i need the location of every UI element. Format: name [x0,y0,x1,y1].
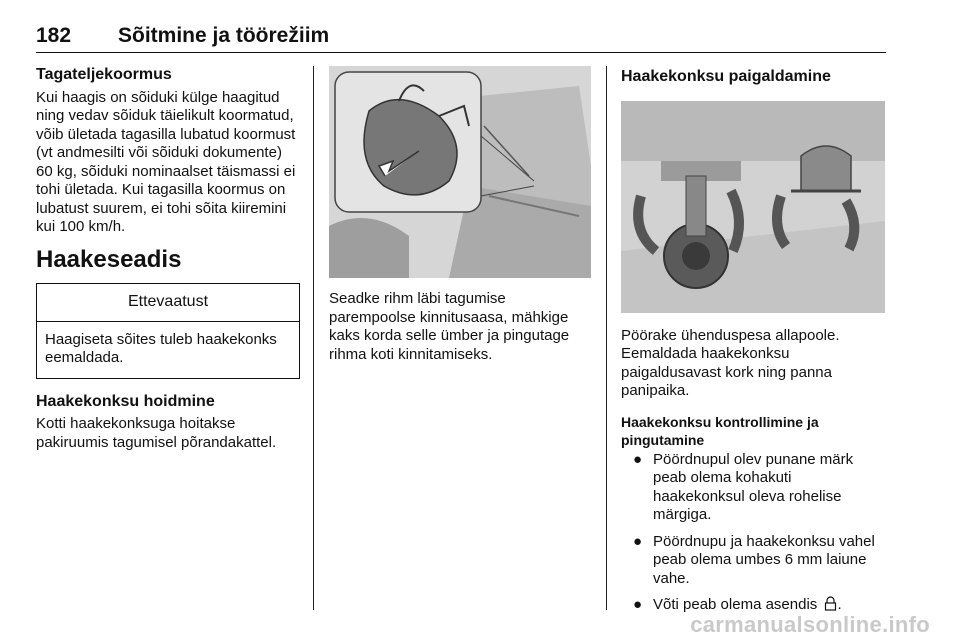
page-header [36,22,886,53]
bullet-text: Pöördnupul olev punane märk peab olema kohakuti haakekonksul oleva rohelise märgiga. [653,450,854,523]
caution-box [36,283,300,379]
hitch-storage-text: Kotti haakekonksuga hoitakse pakiruumis tagumisel põrandakattel. [36,415,277,451]
watermark: carmanualsonline.info [690,612,930,637]
trunk-bag-illustration [329,66,591,278]
bullet-text: Pöördnupu ja haakekonksu vahel peab olema umbes 6 mm laiune vahe. [653,532,875,587]
caution-title: Ettevaatust [37,284,299,322]
caution-text: Haagiseta sõites tuleb haakekonks eemaldada. [45,330,277,366]
strap-caption: Seadke rihm läbi tagumise parempoolse kinnitusaasa, mähkige kaks korda selle ümber ja pingutage rihma koti kinnitamiseks. [329,290,570,363]
bullet-icon: ● [633,596,643,613]
section-heading-rear-axle-load: Tagateljekoormus [36,66,172,83]
list-item: ● Võti peab olema asendis . [633,596,842,613]
column-right [621,64,887,615]
section-heading-hitch-install: Haakekonksu paigaldamine [621,68,831,85]
column-divider-2 [606,66,607,610]
hitch-socket-drawing [621,101,885,313]
column-divider-1 [313,66,314,610]
bullet-icon: ● [633,532,643,550]
hitch-install-text: Pöörake ühenduspesa allapoole. Eemaldada haakekonksu paigaldusavast kork ning panna panipaika. [621,326,840,399]
column-left [36,64,300,452]
section-heading-hitch-storage: Haakekonksu hoidmine [36,392,215,410]
rear-axle-load-text: Kui haagis on sõiduki külge haagitud ning vedav sõiduk täielikult koormatud, võib ületada tagasilla lubatud koormust (vt andmesilti või sõiduki dokumente) 60 kg, sõiduki nominaalset täismassi ei tohi ületada. Kui tagasilla koormus on lubatust suurem, ei tohi sõita kiiremini kui 100 km/h. [36,88,296,235]
bullet-text: Võti peab olema asendis [653,596,818,613]
list-item [621,451,887,525]
section-heading-hitch-check: Haakekonksu kontrollimine ja pingutamine [621,413,819,448]
page-number: 182 [36,24,72,47]
hitch-socket-illustration [621,101,885,313]
column-middle [329,64,591,364]
trunk-bag-drawing [329,66,591,278]
section-heading-towing-device: Haakeseadis [36,245,182,273]
bullet-icon: ● [633,450,643,468]
list-item [621,533,887,589]
chapter-title: Sõitmine ja töörežiim [118,24,330,47]
padlock-closed-icon [824,596,837,611]
